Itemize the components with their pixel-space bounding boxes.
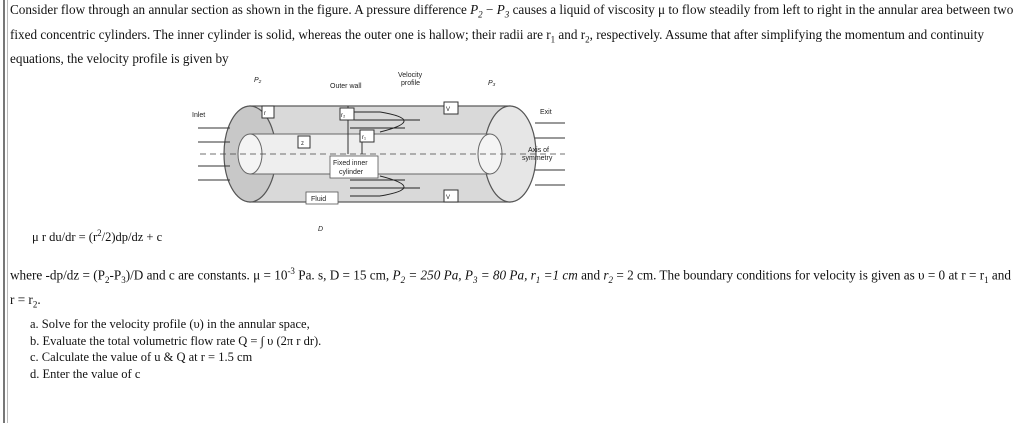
label-fixed-2: cylinder bbox=[339, 169, 364, 176]
label-d: D bbox=[318, 226, 324, 233]
task-list bbox=[30, 316, 321, 382]
label-fixed-1: Fixed inner bbox=[333, 160, 368, 167]
given-conditions: where $-dp/dz = (P_2-P_3)/D$ and c are constants. $\mu = 10^{-3}$ Pa. s, D = 15 cm, $P_2 = 250$ Pa, $P_3 = 80$ Pa, $r_1 =1$ cm and $r_2 = 2$ cm. The boundary conditions for velocity is given as υ = 0 at $r = r_1$ and $r = r_2$. bbox=[10, 266, 1011, 310]
label-outer-wall: Outer wall bbox=[330, 83, 362, 90]
left-border bbox=[3, 0, 5, 423]
label-axis-1: Axis of bbox=[528, 147, 550, 154]
task-c: c. Calculate the value of u & Q at r = 1.5 cm bbox=[30, 350, 253, 364]
z-box bbox=[298, 136, 310, 148]
label-v-bottom: V bbox=[446, 195, 451, 201]
label-z: z bbox=[301, 141, 304, 147]
label-exit: Exit bbox=[540, 109, 552, 116]
label-velocity-2: profile bbox=[401, 80, 421, 87]
label-r1: r₁ bbox=[362, 135, 367, 141]
label-p2: P₂ bbox=[254, 77, 262, 84]
label-r: r bbox=[264, 111, 266, 117]
task-d: d. Enter the value of c bbox=[30, 366, 141, 381]
left-border-inner bbox=[7, 0, 8, 423]
label-axis-2: symmetry bbox=[522, 155, 553, 162]
label-fluid: Fluid bbox=[311, 196, 327, 203]
label-velocity-1: Velocity bbox=[398, 72, 423, 79]
label-v-top: V bbox=[446, 107, 451, 113]
problem-intro: Consider flow through an annular section as shown in the figure. A pressure difference $P_2 - P_3$ causes a liquid of viscosity μ to flow steadily from left to right in the annular area between two fixed concentric cylinders. The inner cylinder is solid, whereas the outer one is hallow; their radii are $r_1$ and $r_2$, respectively. Assume that after simplifying the momentum and continuity equations, the velocity profile is given by bbox=[10, 2, 1014, 67]
label-p3: P₃ bbox=[488, 80, 496, 87]
velocity-equation: μ r $du/dr = (r^2/2)dp/dz + c$ bbox=[32, 228, 163, 245]
task-b: b. Evaluate the total volumetric flow rate Q = ∫ υ (2π r dr). bbox=[30, 333, 322, 348]
task-a: a. Solve for the velocity profile (υ) in the annular space, bbox=[30, 317, 310, 331]
label-r2: r₂ bbox=[341, 113, 346, 119]
annulus-figure bbox=[190, 68, 575, 236]
label-inlet: Inlet bbox=[192, 112, 206, 119]
